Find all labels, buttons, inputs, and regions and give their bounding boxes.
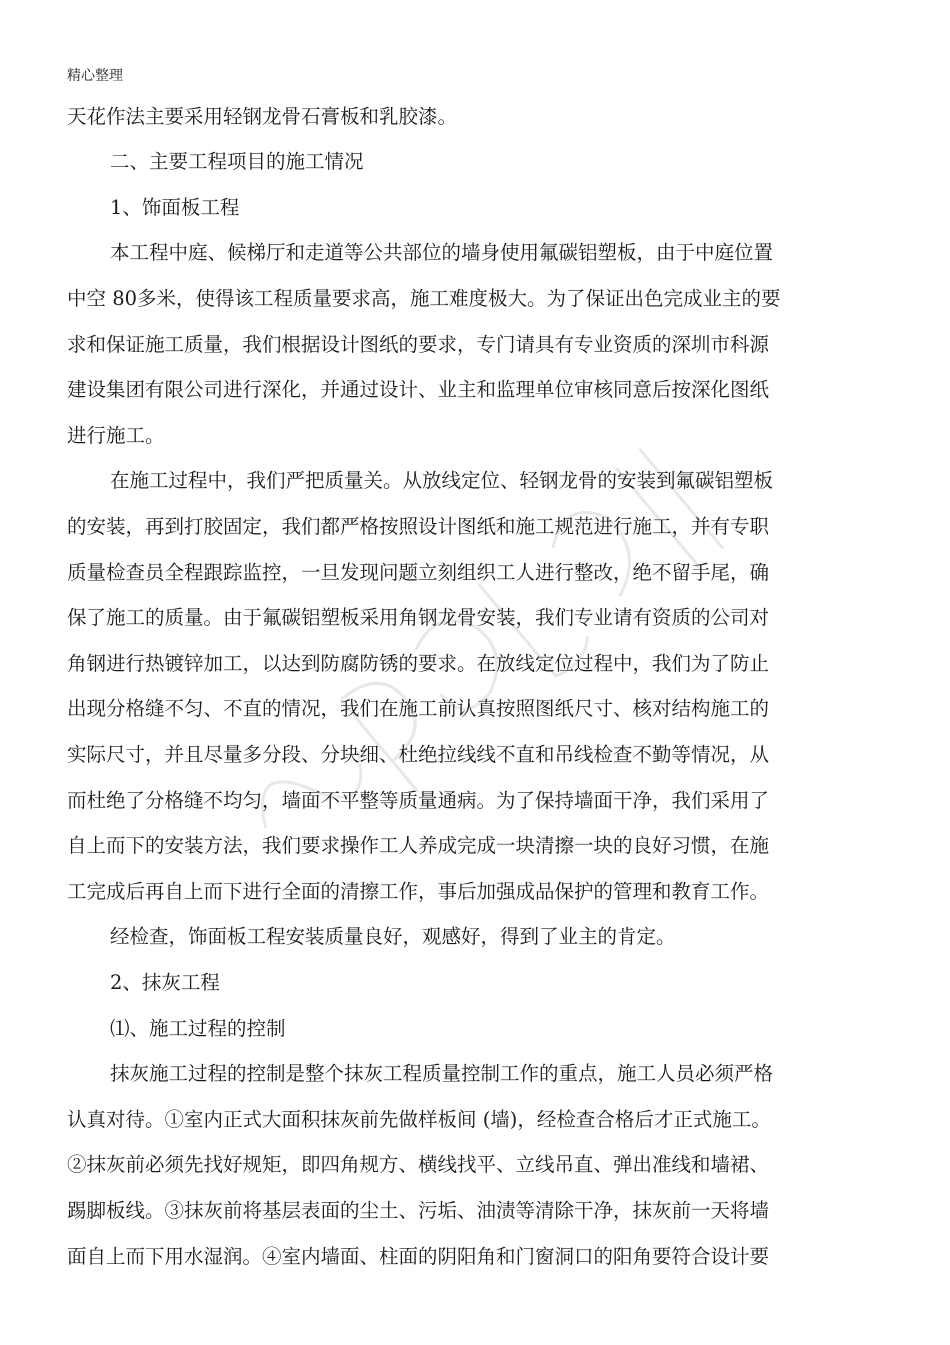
text-line: ②抹灰前必须先找好规矩，即四角规方、横线找平、立线吊直、弹出准线和墙裙、 (67, 1153, 770, 1176)
text-line: 经检查，饰面板工程安装质量良好，观感好，得到了业主的肯定。 (110, 925, 676, 948)
text-line: 工完成后再自上而下进行全面的清擦工作，事后加强成品保护的管理和教育工作。 (67, 880, 770, 903)
text-line: 的安装，再到打胶固定，我们都严格按照设计图纸和施工规范进行施工，并有专职 (67, 515, 770, 538)
text-line: 本工程中庭、候梯厅和走道等公共部位的墙身使用氟碳铝塑板，由于中庭位置 (110, 241, 774, 264)
text-line: 质量检查员全程跟踪监控，一旦发现问题立刻组织工人进行整改，绝不留手尾，确 (67, 561, 770, 584)
text-line: 建设集团有限公司进行深化，并通过设计、业主和监理单位审核同意后按深化图纸 (67, 378, 770, 401)
text-line: 认真对待。①室内正式大面积抹灰前先做样板间 (墙)，经检查合格后才正式施工。 (67, 1108, 771, 1131)
subsection-heading: 1、饰面板工程 (110, 196, 240, 219)
svg-text:​: ​ (200, 781, 329, 934)
subsection-heading: ⑴、施工过程的控制 (110, 1017, 286, 1040)
text-line: 面自上而下用水湿润。④室内墙面、柱面的阴阳角和门窗洞口的阳角要符合设计要 (67, 1245, 770, 1268)
text-line: 在施工过程中，我们严把质量关。从放线定位、轻钢龙骨的安装到氟碳铝塑板 (110, 469, 774, 492)
page-header: 精心整理 (67, 68, 123, 84)
text-line: 抹灰施工过程的控制是整个抹灰工程质量控制工作的重点，施工人员必须严格 (110, 1062, 774, 1085)
text-line: 自上而下的安装方法，我们要求操作工人养成完成一块清擦一块的良好习惯，在施 (67, 834, 770, 857)
text-line: 踢脚板线。③抹灰前将基层表面的尘土、污垢、油渍等清除干净，抹灰前一天将墙 (67, 1199, 770, 1222)
text-line: 角钢进行热镀锌加工，以达到防腐防锈的要求。在放线定位过程中，我们为了防止 (67, 652, 770, 675)
text-line: 进行施工。 (67, 424, 165, 447)
text-line: 实际尺寸，并且尽量多分段、分块细、杜绝拉线线不直和吊线检查不勤等情况，从 (67, 743, 770, 766)
subsection-heading: 2、抹灰工程 (110, 971, 220, 994)
text-line: 求和保证施工质量，我们根据设计图纸的要求，专门请具有专业资质的深圳市科源 (67, 333, 770, 356)
text-line: 天花作法主要采用轻钢龙骨石膏板和乳胶漆。 (67, 105, 458, 128)
text-line: 保了施工的质量。由于氟碳铝塑板采用角钢龙骨安装，我们专业请有资质的公司对 (67, 606, 770, 629)
text-line: 中空 80多米，使得该工程质量要求高，施工难度极大。为了保证出色完成业主的要 (67, 287, 781, 310)
text-line: 出现分格缝不匀、不直的情况，我们在施工前认真按照图纸尺寸、核对结构施工的 (67, 697, 770, 720)
section-heading: 二、主要工程项目的施工情况 (110, 150, 364, 173)
text-line: 而杜绝了分格缝不均匀，墙面不平整等质量通病。为了保持墙面干净，我们采用了 (67, 789, 770, 812)
